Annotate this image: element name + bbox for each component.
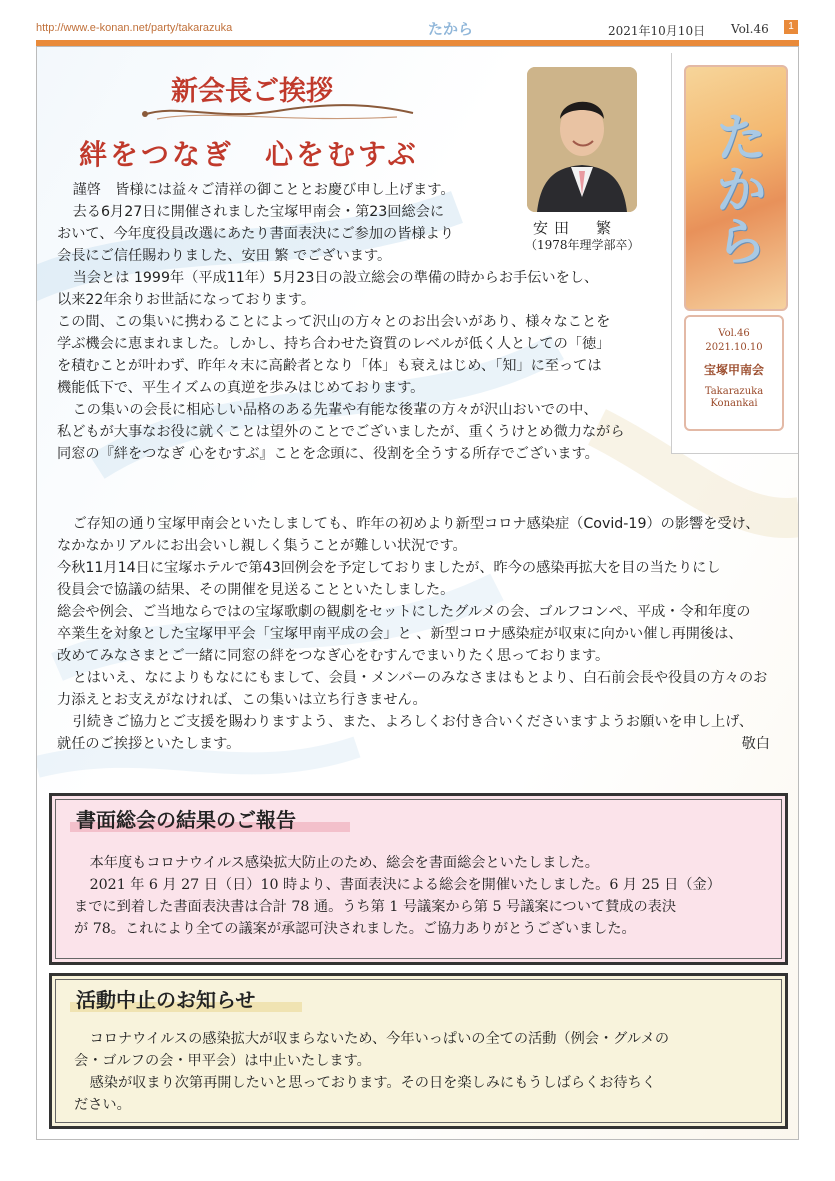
text-line: 以来22年余りお世話になっております。 (57, 292, 316, 308)
greeting-paragraph-1 (57, 179, 625, 465)
text-line: 2021 年 6 月 27 日（日）10 時より、書面表決による総会を開催いたしました。6 月 25 日（金） (89, 877, 721, 893)
text-line: 感染が収まり次第再開したいと思っております。その日を楽しみにもうしばらくお待ちく (89, 1075, 656, 1091)
author-name: 安田 繁 (533, 219, 618, 237)
text-line: 会・ゴルフの会・甲平会）は中止いたします。 (74, 1053, 371, 1069)
greeting-subtitle: 絆をつなぎ 心をむすぶ (79, 138, 419, 171)
title-swash-decoration (137, 99, 417, 125)
text-line: ご存知の通り宝塚甲南会といたしましても、昨年の初めより新型コロナ感染症（Covid-19）の影響を受け、 (72, 516, 760, 532)
text-line: 力添えとお支えがなければ、この集いは立ち行きません。 (57, 692, 427, 708)
masthead-volume: Vol.46 (718, 328, 750, 339)
issue-volume: Vol.46 (731, 22, 769, 36)
text-line: 就任のご挨拶といたします。 (57, 736, 241, 752)
text-line: コロナウイルスの感染拡大が収まらないため、今年いっぱいの全ての活動（例会・グルメの (89, 1031, 670, 1047)
text-line: 去る6月27日に開催されました宝塚甲南会・第23回総会に (72, 204, 445, 220)
greeting-paragraph-2 (57, 513, 767, 755)
text-line: 卒業生を対象とした宝塚甲平会「宝塚甲南平成の会」と 、新型コロナ感染症が収束に向かい催し再開後は、 (57, 626, 743, 642)
text-line: が 78。これにより全ての議案が承認可決されました。ご協力ありがとうございました。 (74, 921, 636, 937)
text-line: 当会とは 1999年（平成11年）5月23日の設立総会の準備の時からお手伝いをし、 (72, 270, 599, 286)
page-frame (36, 46, 799, 1140)
text-line: 改めてみなさまとご一緒に同窓の絆をつなぎ心をむすんでまいりたく思っております。 (57, 648, 610, 664)
text-line: 今秋11月14日に宝塚ホテルで第43回例会を予定しておりましたが、昨今の感染再拡大を目の当たりにし (57, 560, 721, 576)
text-line: ださい。 (74, 1097, 131, 1113)
text-line: 総会や例会、ご当地ならではの宝塚歌劇の観劇をセットにしたグルメの会、ゴルフコンペ、平成・令和年度の (57, 604, 751, 620)
report-body (74, 852, 769, 940)
text-line: までに到着した書面表決書は合計 78 通。うち第 1 号議案から第 5 号議案について賛成の表決 (74, 899, 677, 915)
notice-box (49, 973, 788, 1129)
text-line: 引続きご協力とご支援を賜わりますよう、また、よろしくお付き合いくださいますようお願いを申し上げ、 (72, 714, 754, 730)
author-affiliation: （1978年理学部卒） (525, 238, 640, 252)
masthead-logo (684, 65, 788, 311)
text-line: この集いの会長に相応しい品格のある先輩や有能な後輩の方々が沢山おいでの中、 (72, 402, 598, 418)
text-line: この間、この集いに携わることによって沢山の方々とのお出会いがあり、様々なことを (57, 314, 611, 330)
issue-date: 2021年10月10日 (608, 24, 706, 38)
text-line: 役員会で協議の結果、その開催を見送ることといたしました。 (57, 582, 455, 598)
notice-title: 活動中止のお知らせ (76, 988, 256, 1012)
closing-signature: 敬白 (741, 736, 770, 752)
notice-body (74, 1028, 769, 1116)
masthead-info (684, 315, 784, 431)
text-line: とはいえ、なによりもなににもまして、会員・メンバーのみなさまはもとより、白石前会長や役員の方々のお (72, 670, 768, 686)
page-number: 1 (784, 20, 798, 34)
text-line: 本年度もコロナウイルス感染拡大防止のため、総会を書面総会といたしました。 (89, 855, 599, 871)
masthead-logo-text: たから (706, 110, 766, 266)
header-logo-mark: たから (428, 21, 474, 38)
text-line: 謹啓 皆様には益々ご清祥の御こととお慶び申し上げます。 (72, 182, 455, 198)
text-line: を積むことが叶わず、昨年々末に高齢者となり「体」も衰えはじめ、「知」に至っては (57, 358, 602, 374)
text-line: 学ぶ機会に恵まれました。しかし、持ち合わせた資質のレベルが低く人としての「徳」 (57, 336, 611, 352)
masthead-date: 2021.10.10 (705, 342, 763, 353)
text-line: 会長にご信任賜わりました、安田 繁 でございます。 (57, 248, 392, 264)
masthead-en-line1: Takarazuka (704, 386, 764, 397)
greeting-title: 新会長ご挨拶 (171, 76, 333, 107)
page-header (36, 18, 799, 40)
masthead-en-line2: Konankai (710, 398, 758, 409)
masthead-sidebar (671, 53, 799, 454)
text-line: なかなかリアルにお出会いし親しく集うことが難しい状況です。 (57, 538, 467, 554)
masthead-org-name: 宝塚甲南会 (703, 363, 764, 377)
text-line: 私どもが大事なお役に就くことは望外のことでございましたが、重くうけとめ微力ながら (57, 424, 625, 440)
text-line: おいて、今年度役員改選にあたり書面表決にご参加の皆様より (57, 226, 454, 242)
text-line: 同窓の『絆をつなぎ 心をむすぶ』ことを念頭に、役割を全うする所存でございます。 (57, 446, 599, 462)
site-url-link[interactable]: http://www.e-konan.net/party/takarazuka (36, 22, 233, 34)
text-line: 機能低下で、平生イズムの真逆を歩みはじめております。 (57, 380, 425, 396)
report-title: 書面総会の結果のご報告 (76, 808, 296, 832)
report-box (49, 793, 788, 965)
